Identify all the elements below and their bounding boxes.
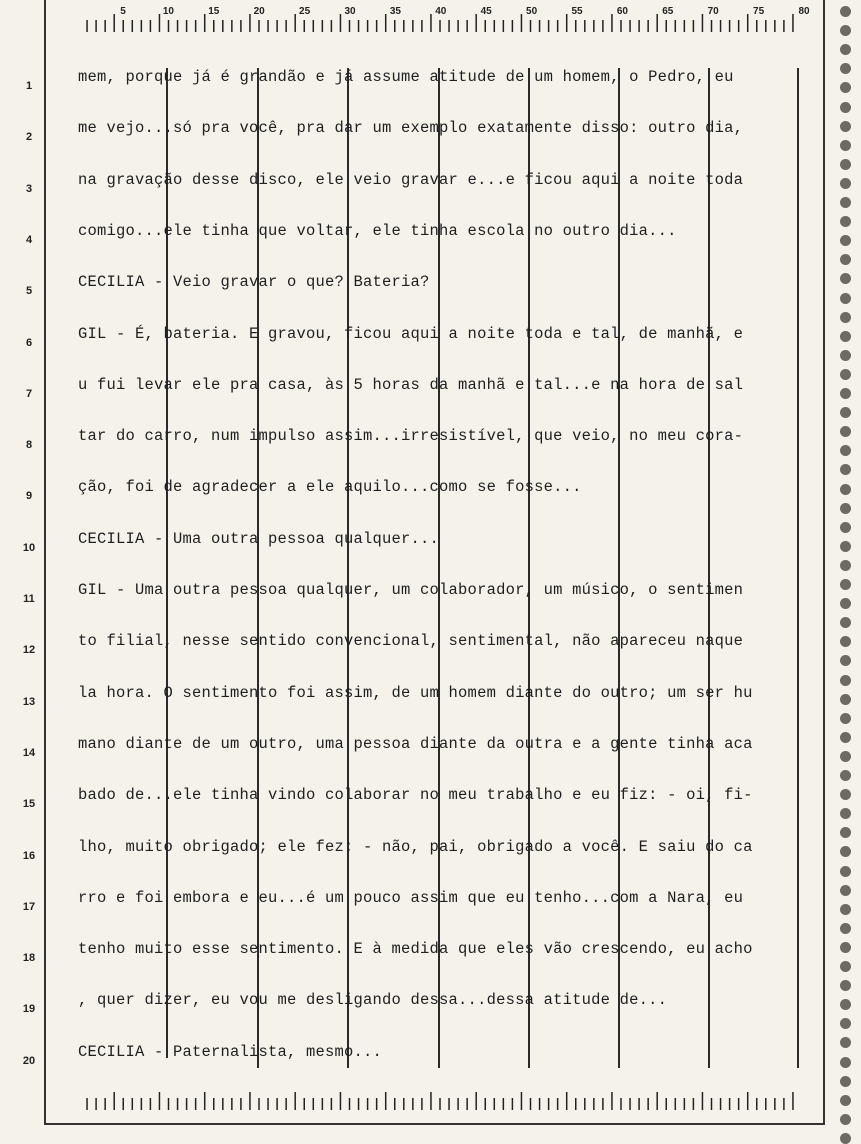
binder-hole [840, 1114, 851, 1125]
ruler-label: 10 [162, 6, 174, 17]
transcript-line: , quer dizer, eu vou me desligando dessa...dessa atitude de... [78, 991, 668, 1010]
binder-hole [840, 312, 851, 323]
binder-hole [840, 980, 851, 991]
binder-hole [840, 1037, 851, 1048]
binder-hole [840, 407, 851, 418]
binder-hole [840, 1057, 851, 1068]
transcript-line: bado de...ele tinha vindo colaborar no meu trabalho e eu fiz: - oi, fi- [78, 786, 753, 805]
binder-hole [840, 1076, 851, 1087]
transcript-line: la hora. O sentimento foi assim, de um homem diante do outro; um ser hu [78, 683, 753, 702]
binder-hole [840, 331, 851, 342]
line-number: 5 [25, 285, 33, 298]
column-guide-line [438, 68, 440, 1068]
line-number: 2 [25, 131, 33, 144]
ruler-label: 15 [208, 6, 220, 17]
binder-hole [840, 885, 851, 896]
ruler-label: 30 [344, 6, 356, 17]
binder-hole [840, 655, 851, 666]
binder-hole [840, 350, 851, 361]
transcript-line: GIL - É, bateria. E gravou, ficou aqui a noite toda e tal, de manhã, e [78, 324, 744, 343]
binder-hole [840, 522, 851, 533]
binder-hole [840, 388, 851, 399]
binder-hole [840, 617, 851, 628]
ruler-label: 45 [480, 6, 492, 17]
ruler-label: 65 [662, 6, 674, 17]
binder-hole [840, 503, 851, 514]
binder-hole [840, 808, 851, 819]
binder-hole [840, 732, 851, 743]
binder-hole [840, 636, 851, 647]
transcript-line: CECILIA - Uma outra pessoa qualquer... [78, 529, 440, 548]
ruler-label: 35 [389, 6, 401, 17]
binder-hole [840, 675, 851, 686]
line-number: 19 [22, 1003, 36, 1016]
binder-hole [840, 751, 851, 762]
transcript-line: CECILIA - Veio gravar o que? Bateria? [78, 273, 430, 292]
transcript-line: me vejo...só pra você, pra dar um exemplo exatamente disso: outro dia, [78, 119, 744, 138]
ruler-label: 25 [299, 6, 311, 17]
line-number: 15 [22, 798, 36, 811]
transcript-line: mano diante de um outro, uma pessoa diante da outra e a gente tinha aca [78, 734, 753, 753]
line-number: 13 [22, 695, 36, 708]
binder-hole [840, 102, 851, 113]
ruler-label: 60 [616, 6, 628, 17]
ruler-label: 55 [571, 6, 583, 17]
binder-hole [840, 140, 851, 151]
binder-hole [840, 82, 851, 93]
column-guide-line [708, 68, 710, 1068]
ruler-label: 75 [753, 6, 765, 17]
binder-hole [840, 254, 851, 265]
binder-hole [840, 866, 851, 877]
line-number: 18 [22, 952, 36, 965]
line-number: 17 [22, 900, 36, 913]
line-number: 10 [22, 541, 36, 554]
line-number: 4 [25, 233, 33, 246]
binder-hole [840, 235, 851, 246]
binder-hole [840, 579, 851, 590]
binder-hole [840, 63, 851, 74]
line-number: 20 [22, 1054, 36, 1067]
binder-hole [840, 273, 851, 284]
ruler-label: 5 [120, 6, 126, 17]
binder-hole [840, 445, 851, 456]
column-guide-line [797, 68, 799, 1068]
binder-hole [840, 293, 851, 304]
line-number: 1 [25, 80, 33, 92]
transcript-line: tar do carro, num impulso assim...irresistível, que veio, no meu cora- [78, 427, 744, 446]
line-number: 3 [25, 182, 33, 195]
line-number: 16 [22, 849, 36, 862]
ruler-label: 70 [707, 6, 719, 17]
binder-hole [840, 121, 851, 132]
binder-hole [840, 770, 851, 781]
line-number: 9 [25, 490, 33, 503]
column-guide-line [618, 68, 620, 1068]
binder-hole [840, 426, 851, 437]
transcript-line: GIL - Uma outra pessoa qualquer, um colaborador, um músico, o sentimen [78, 581, 744, 599]
binder-hole [840, 904, 851, 915]
binder-hole [840, 484, 851, 495]
transcript-line: u fui levar ele pra casa, às 5 horas da manhã e tal...e na hora de sal [78, 375, 744, 394]
transcript-line: comigo...ele tinha que voltar, ele tinha escola no outro dia... [78, 221, 677, 240]
binder-hole [840, 560, 851, 571]
line-number: 11 [23, 593, 35, 605]
binder-hole [840, 197, 851, 208]
binder-hole [840, 464, 851, 475]
binder-hole [840, 159, 851, 170]
line-number: 6 [25, 336, 33, 349]
binder-hole [840, 1133, 851, 1144]
binder-holes [838, 0, 858, 1140]
transcript-line: lho, muito obrigado; ele fez: - não, pai, obrigado a você. E saiu do ca [78, 837, 753, 856]
column-guide-line [257, 68, 259, 1068]
ruler-label: 80 [798, 6, 810, 17]
binder-hole [840, 1095, 851, 1106]
ruler-label: 20 [253, 6, 265, 17]
line-number: 7 [25, 387, 33, 400]
line-number: 12 [22, 644, 36, 657]
transcript-line: na gravação desse disco, ele veio gravar e...e ficou aqui a noite toda [78, 170, 744, 189]
column-guide-line [166, 68, 168, 1058]
binder-hole [840, 178, 851, 189]
binder-hole [840, 6, 851, 17]
line-number: 8 [25, 439, 33, 452]
binder-hole [840, 961, 851, 972]
column-guide-line [347, 68, 349, 1068]
binder-hole [840, 369, 851, 380]
column-guide-line [528, 68, 530, 1068]
ruler-label: 50 [526, 6, 538, 17]
transcript-line: mem, porque já é grandão e já assume atitude de um homem, o Pedro, eu [78, 68, 734, 86]
binder-hole [840, 598, 851, 609]
binder-hole [840, 1018, 851, 1029]
binder-hole [840, 999, 851, 1010]
binder-hole [840, 846, 851, 857]
transcript-line: ção, foi de agradecer a ele aquilo...como se fosse... [78, 478, 582, 497]
binder-hole [840, 923, 851, 934]
line-number: 14 [22, 746, 36, 759]
binder-hole [840, 216, 851, 227]
binder-hole [840, 713, 851, 724]
transcript-line: tenho muito esse sentimento. E à medida que eles vão crescendo, eu acho [78, 940, 753, 959]
transcript-line: to filial, nesse sentido convencional, sentimental, não apareceu naque [78, 632, 744, 651]
binder-hole [840, 942, 851, 953]
binder-hole [840, 44, 851, 55]
transcript-line: rro e foi embora e eu...é um pouco assim que eu tenho...com a Nara, eu [78, 888, 744, 907]
binder-hole [840, 541, 851, 552]
binder-hole [840, 827, 851, 838]
binder-hole [840, 694, 851, 705]
binder-hole [840, 25, 851, 36]
ruler-label: 40 [435, 6, 447, 17]
binder-hole [840, 789, 851, 800]
transcript-line: CECILIA - Paternalista, mesmo... [78, 1042, 383, 1061]
